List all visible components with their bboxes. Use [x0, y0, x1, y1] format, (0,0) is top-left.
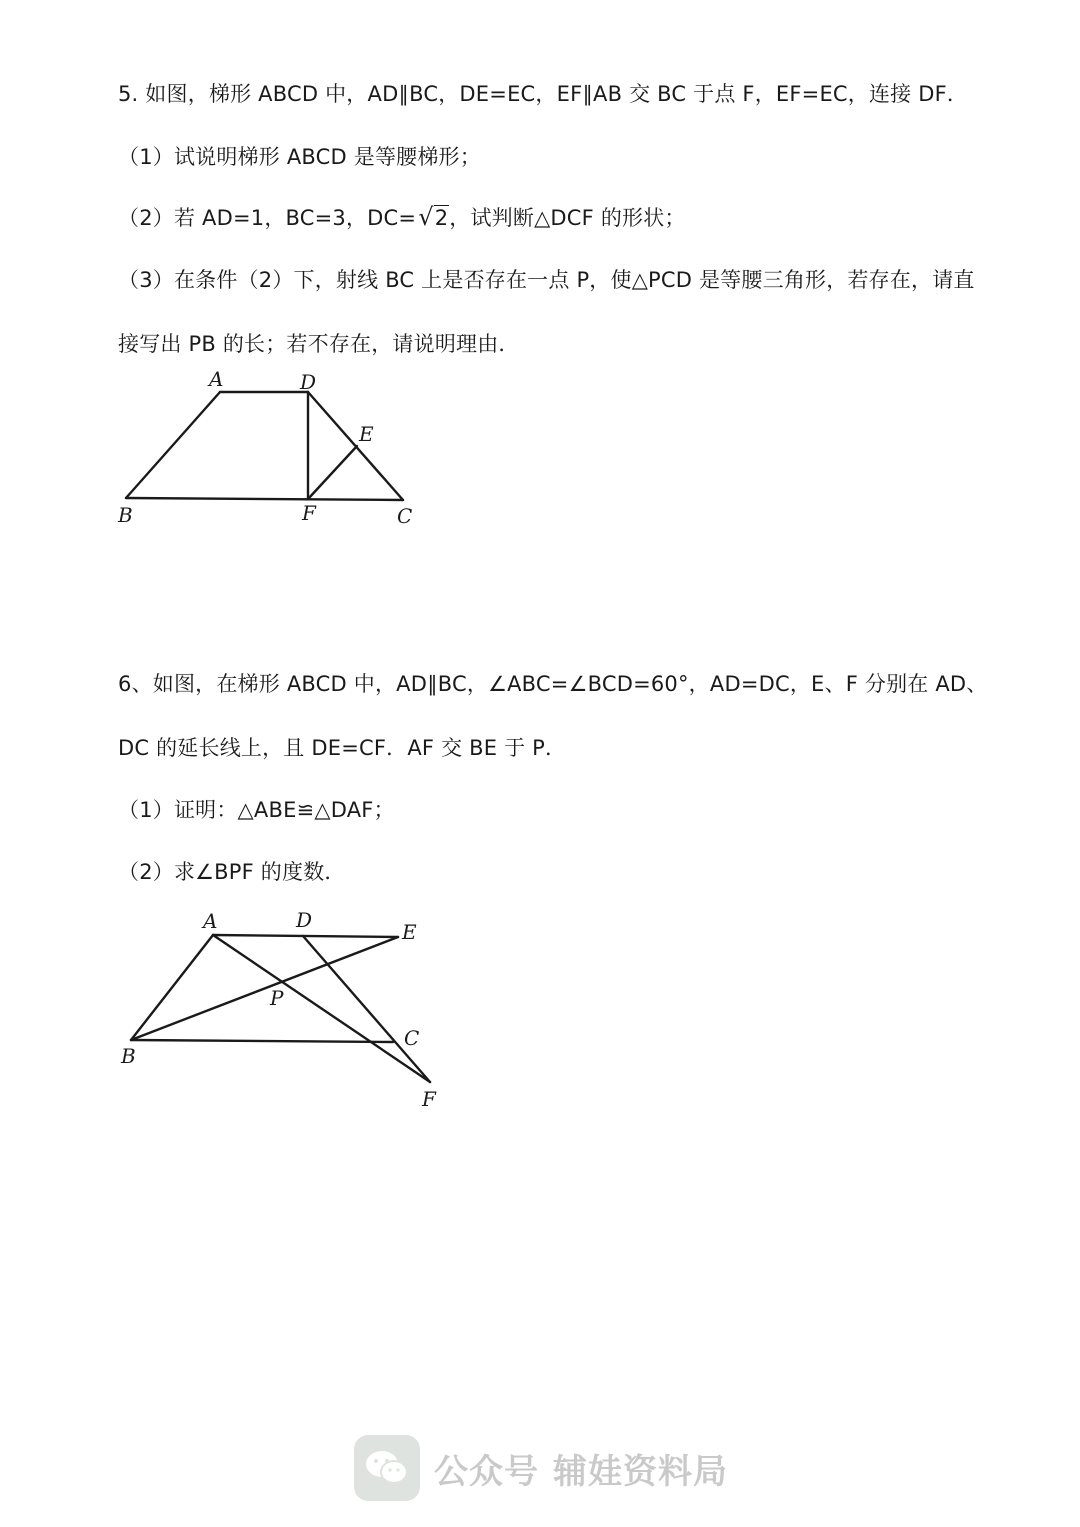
- segment-ae: [213, 935, 398, 937]
- problem-5-question-2-before-sqrt: （2）若 AD=1，BC=3，DC=: [118, 206, 417, 230]
- sqrt-expression: √2: [418, 203, 449, 231]
- problem-5-stem: 5. 如图，梯形 ABCD 中，AD∥BC，DE=EC，EF∥AB 交 BC 于点 F，EF=EC，连接 DF．: [118, 82, 969, 106]
- label-e: E: [402, 920, 417, 944]
- label-b: B: [118, 503, 133, 527]
- label-p: P: [270, 986, 284, 1010]
- problem-6-stem-line-2: DC 的延长线上，且 DE=CF．AF 交 BE 于 P．: [118, 736, 567, 760]
- watermark-account-name: 辅娃资料局: [553, 1451, 728, 1492]
- watermark-text: [434, 1444, 728, 1493]
- label-a: A: [209, 367, 224, 391]
- sqrt-radicand: 2: [434, 206, 449, 230]
- label-b: B: [121, 1044, 136, 1068]
- label-f: F: [422, 1087, 436, 1111]
- watermark-prefix: 公众号: [434, 1451, 539, 1492]
- problem-5-question-1: （1）试说明梯形 ABCD 是等腰梯形；: [118, 145, 481, 169]
- label-d: D: [296, 908, 313, 932]
- label-e: E: [359, 422, 374, 446]
- watermark: [354, 1435, 728, 1501]
- label-c: C: [397, 504, 413, 528]
- label-c: C: [404, 1026, 420, 1050]
- problem-6-question-2: （2）求∠BPF 的度数．: [118, 860, 346, 884]
- segment-bc: [131, 1040, 393, 1042]
- problem-5-question-3-line-2: 接写出 PB 的长；若不存在，请说明理由．: [118, 332, 520, 356]
- label-d: D: [300, 370, 317, 394]
- problem-6-stem-line-1: 6、如图，在梯形 ABCD 中，AD∥BC，∠ABC=∠BCD=60°，AD=DC，E、F 分别在 AD、: [118, 672, 988, 696]
- problem-6-question-1: （1）证明：△ABE≌△DAF；: [118, 798, 395, 822]
- problem-5-question-2-after-sqrt: ，试判断△DCF 的形状；: [449, 206, 686, 230]
- wechat-icon: [354, 1435, 420, 1501]
- label-f: F: [302, 501, 316, 525]
- problem-5-question-3-line-1: （3）在条件（2）下，射线 BC 上是否存在一点 P，使△PCD 是等腰三角形，若存在，请直: [118, 268, 975, 292]
- label-a: A: [203, 909, 218, 933]
